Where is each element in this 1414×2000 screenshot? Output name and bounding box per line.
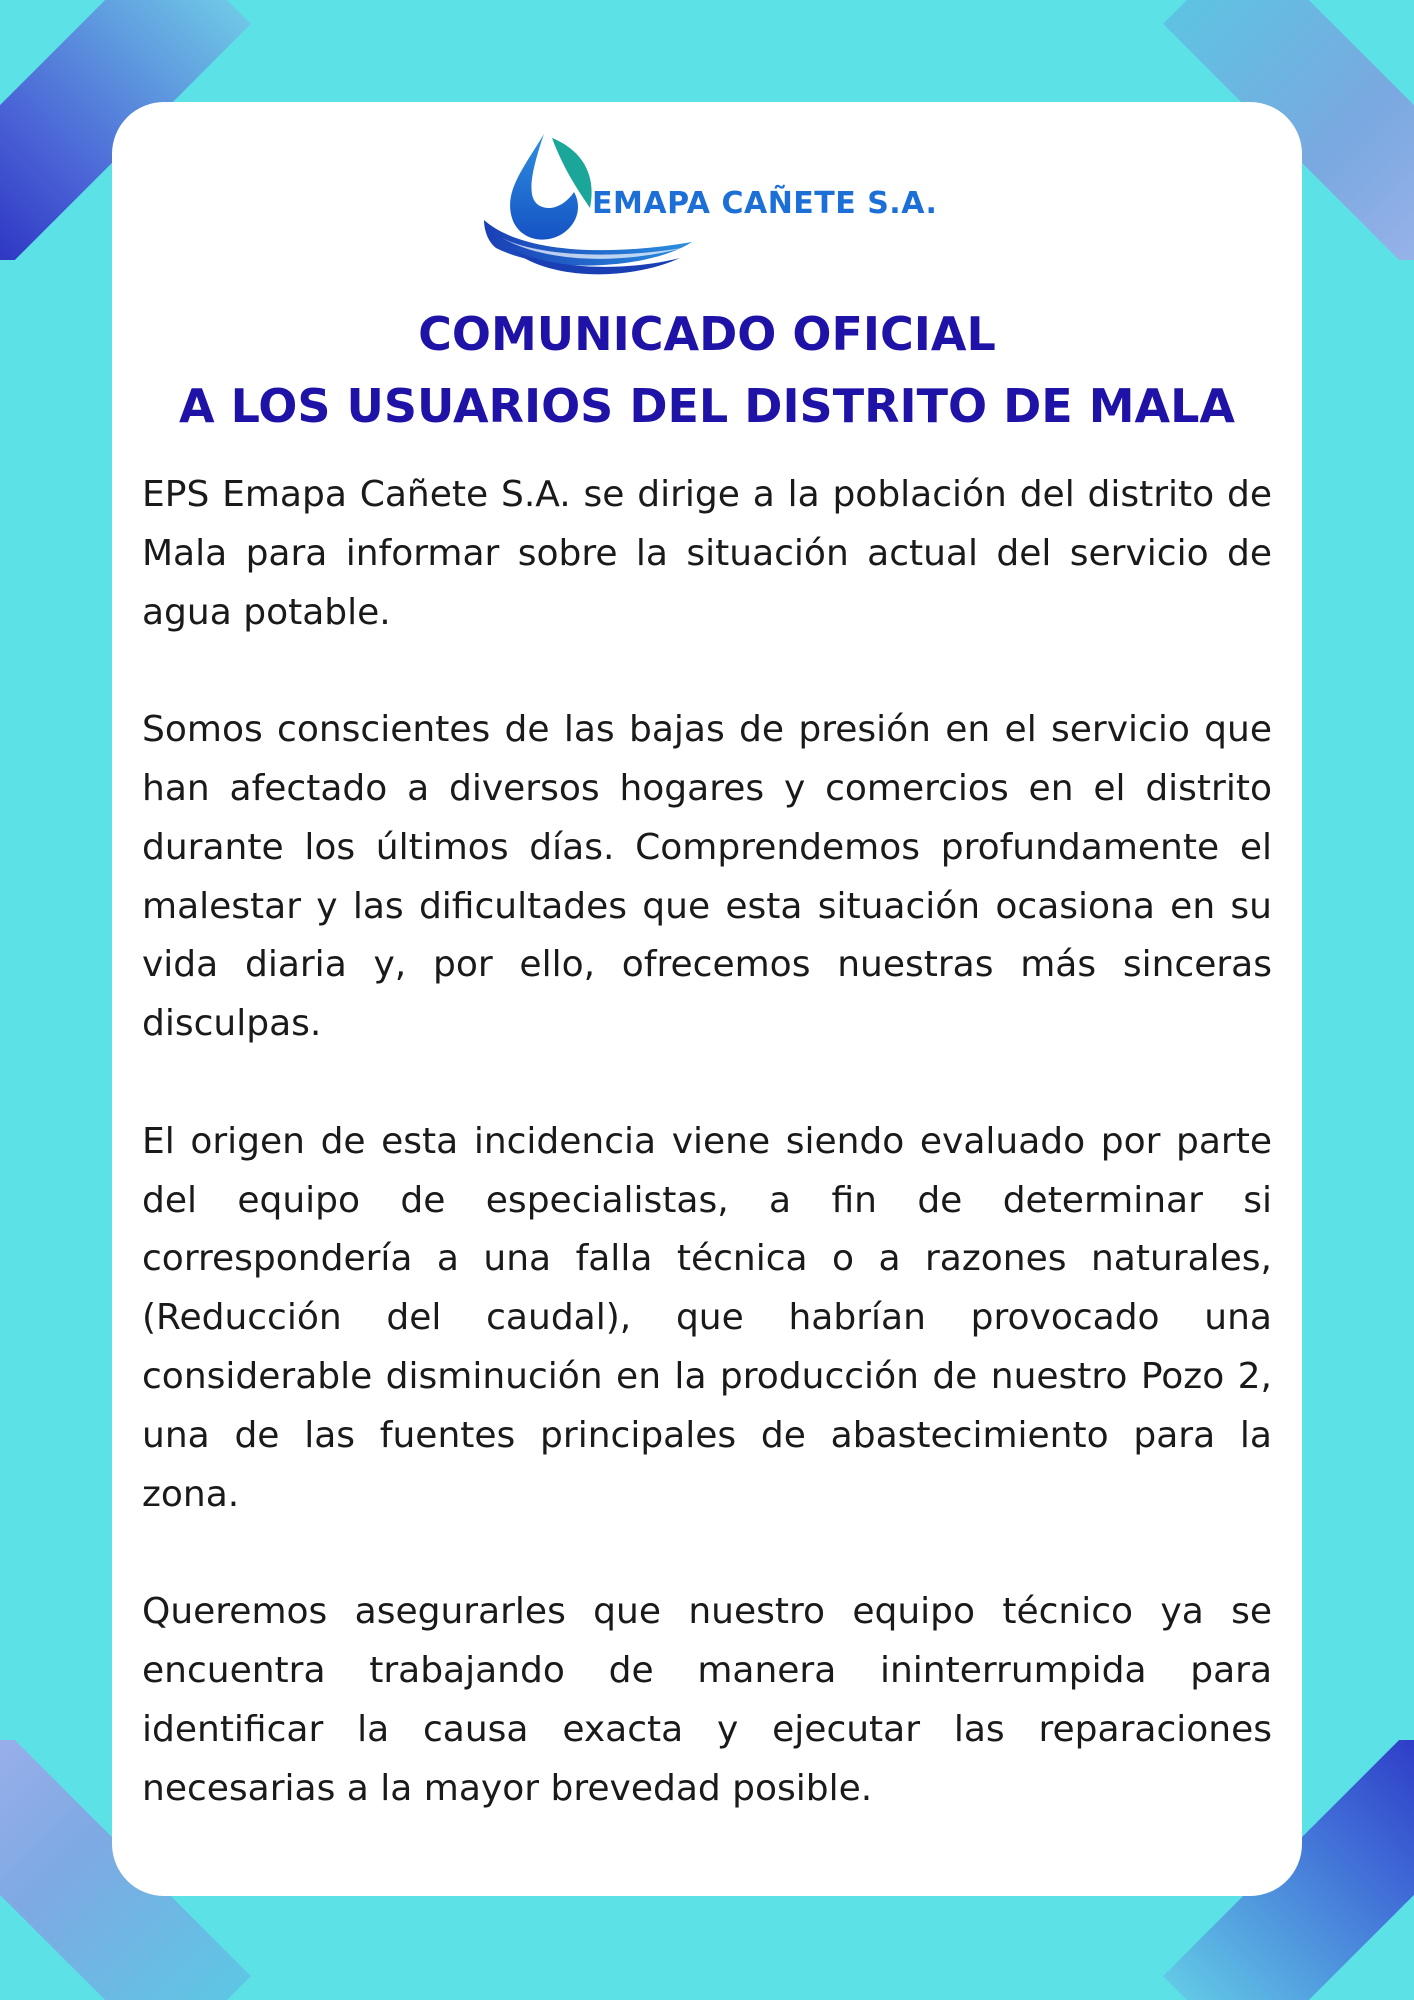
paragraph: El origen de esta incidencia viene siendo evaluado por parte del equipo de especialistas, a fin de determinar si correspondería a una falla técnica o a razones naturales, (Reducción del caudal), que habrían provocado una considerable disminución en la producción de nuestro Pozo 2, una de las fuentes principales de abastecimiento para la zona. bbox=[142, 1120, 1272, 1515]
page-title bbox=[112, 298, 1302, 442]
announcement-body bbox=[142, 466, 1272, 1877]
paragraph: EPS Emapa Cañete S.A. se dirige a la población del distrito de Mala para informar sobre la situación actual del servicio de agua potable. bbox=[142, 474, 1272, 633]
title-line-1: COMUNICADO OFICIAL bbox=[418, 307, 996, 361]
paragraph: Somos conscientes de las bajas de presión en el servicio que han afectado a diversos hogares y comercios en el distrito durante los últimos días. Comprendemos profundamente el malestar y las dificultades que esta situación ocasiona en su vida diaria y, por ello, ofrecemos nuestras más sinceras disculpas. bbox=[142, 709, 1272, 1045]
announcement-card bbox=[112, 102, 1302, 1896]
logo-text: EMAPA CAÑETE S.A. bbox=[592, 186, 938, 221]
title-line-2: A LOS USUARIOS DEL DISTRITO DE MALA bbox=[178, 379, 1236, 433]
company-logo bbox=[482, 130, 938, 280]
paragraph: Queremos asegurarles que nuestro equipo técnico ya se encuentra trabajando de manera ininterrumpida para identificar la causa exacta y ejecutar las reparaciones necesarias a la mayor brevedad posible. bbox=[142, 1591, 1272, 1809]
